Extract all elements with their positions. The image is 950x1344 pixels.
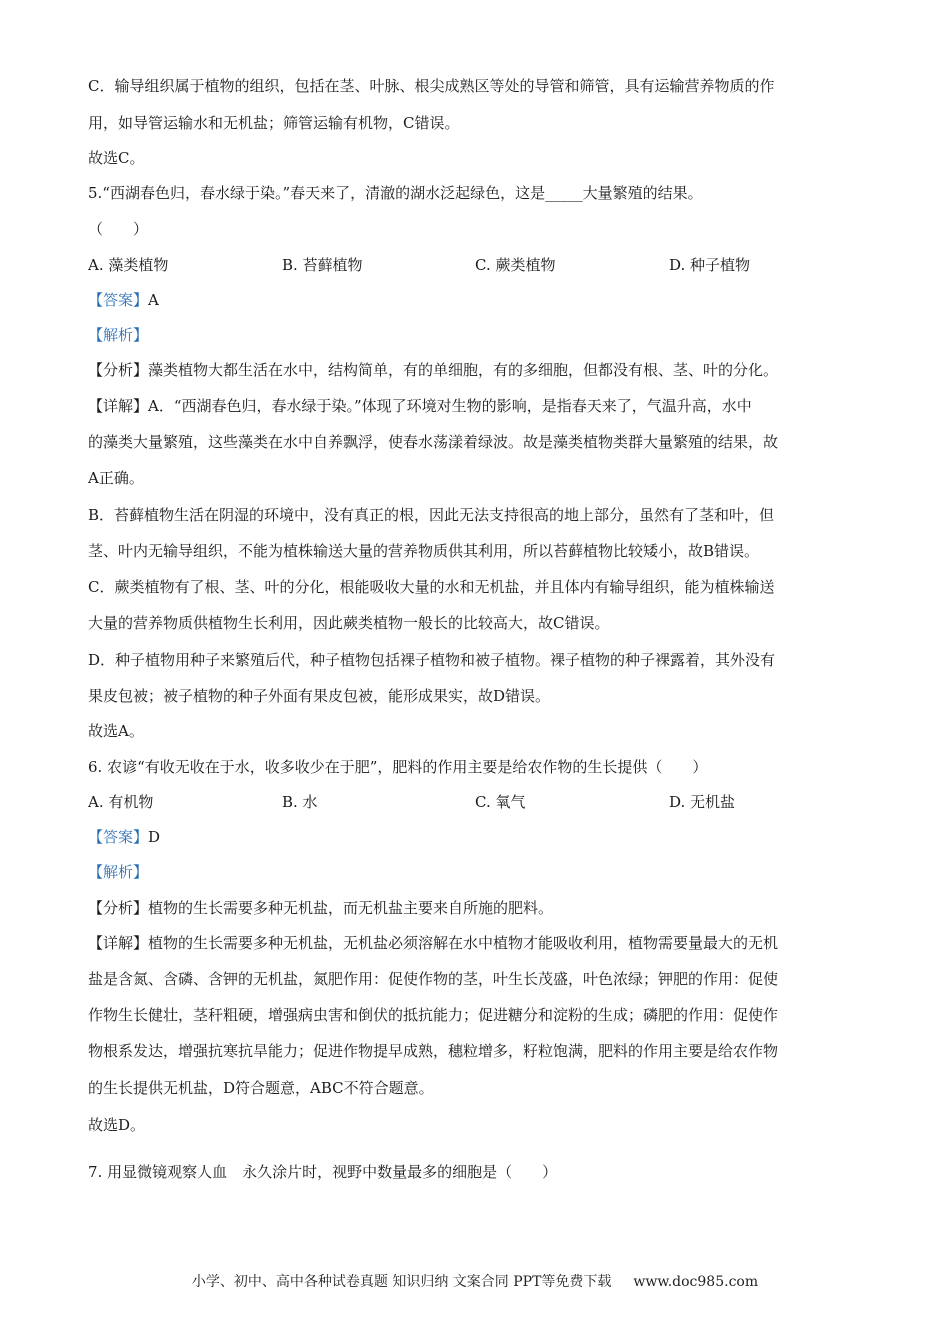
detail-tag: 【详解】 <box>88 934 149 952</box>
option-c: C. 蕨类植物 <box>475 256 556 274</box>
fenxi-tag: 【分析】 <box>88 361 149 379</box>
question-6-detail <box>88 933 778 953</box>
footer-text: 小学、初中、高中各种试卷真题 知识归纳 文案合同 PPT等免费下载 <box>191 1274 612 1290</box>
option-d: D. 无机盐 <box>669 793 736 811</box>
question-7-stem: 7. 用显微镜观察人血 永久涂片时，视野中数量最多的细胞是（ ） <box>88 1163 558 1181</box>
fenxi-tag: 【分析】 <box>88 899 149 917</box>
question-5-stem: 5.“西湖春色归，春水绿于染。”春天来了，清澈的湖水泛起绿色，这是_____大量繁殖的结果。 <box>88 184 703 202</box>
text-line: C．输导组织属于植物的组织，包括在茎、叶脉、根尖成熟区等处的导管和筛管，具有运输营养物质的作 <box>88 77 775 95</box>
question-6-fenxi <box>88 898 553 918</box>
analysis-tag: 【解析】 <box>88 326 149 344</box>
text-line: 故选C。 <box>88 149 145 167</box>
text-line: 盐是含氮、含磷、含钾的无机盐，氮肥作用：促使作物的茎，叶生长茂盛，叶色浓绿；钾肥的作用：促使 <box>88 970 779 988</box>
text-line: 用，如导管运输水和无机盐；筛管运输有机物，C错误。 <box>88 114 460 132</box>
question-5-detail <box>88 396 752 416</box>
text-line: 的生长提供无机盐，D符合题意，ABC不符合题意。 <box>88 1079 434 1097</box>
answer-value: D <box>148 828 161 846</box>
text-line: 故选A。 <box>88 722 144 740</box>
answer-tag: 【答案】 <box>88 828 149 846</box>
question-5-answer <box>88 290 159 310</box>
answer-value: A <box>148 291 159 309</box>
option-b: B. 苔藓植物 <box>282 256 363 274</box>
detail-text: A．“西湖春色归，春水绿于染。”体现了环境对生物的影响，是指春天来了，气温升高，水中 <box>148 397 752 415</box>
detail-text: 植物的生长需要多种无机盐，无机盐必须溶解在水中植物才能吸收利用，植物需要量最大的无机 <box>148 934 779 952</box>
question-6-answer <box>88 827 160 847</box>
analysis-tag: 【解析】 <box>88 863 149 881</box>
text-line: 的藻类大量繁殖，这些藻类在水中自养飘浮，使春水荡漾着绿波。故是藻类植物类群大量繁殖的结果，故 <box>88 433 779 451</box>
text-line: 大量的营养物质供植物生长利用，因此蕨类植物一般长的比较高大，故C错误。 <box>88 614 610 632</box>
fenxi-text: 藻类植物大都生活在水中，结构简单，有的单细胞，有的多细胞，但都没有根、茎、叶的分化。 <box>148 361 779 379</box>
text-line: 物根系发达，增强抗寒抗旱能力；促进作物提早成熟，穗粒增多，籽粒饱满，肥料的作用主要是给农作物 <box>88 1042 779 1060</box>
question-6-analysis-heading <box>88 862 148 882</box>
text-line: 果皮包被；被子植物的种子外面有果皮包被，能形成果实，故D错误。 <box>88 687 551 705</box>
text-line: D．种子植物用种子来繁殖后代，种子植物包括裸子植物和被子植物。裸子植物的种子裸露着，其外没有 <box>88 651 776 669</box>
text-line: B．苔藓植物生活在阴湿的环境中，没有真正的根，因此无法支持很高的地上部分，虽然有了茎和叶，但 <box>88 506 775 524</box>
question-5-analysis-heading <box>88 325 148 345</box>
text-line: 故选D。 <box>88 1116 146 1134</box>
text-line: C．蕨类植物有了根、茎、叶的分化，根能吸收大量的水和无机盐，并且体内有输导组织，能为植株输送 <box>88 578 775 596</box>
option-d: D. 种子植物 <box>669 256 751 274</box>
option-a: A. 藻类植物 <box>88 256 169 274</box>
text-line: 茎、叶内无输导组织，不能为植株输送大量的营养物质供其利用，所以苔藓植物比较矮小，故B错误。 <box>88 542 760 560</box>
footer-url: www.doc985.com <box>633 1274 759 1290</box>
question-5-fenxi <box>88 360 778 380</box>
fenxi-text: 植物的生长需要多种无机盐，而无机盐主要来自所施的肥料。 <box>148 899 554 917</box>
text-line: A正确。 <box>88 469 144 487</box>
detail-tag: 【详解】 <box>88 397 149 415</box>
option-b: B. 水 <box>282 793 318 811</box>
question-6-stem: 6. 农谚“有收无收在于水，收多收少在于肥”，肥料的作用主要是给农作物的生长提供（ ） <box>88 758 708 776</box>
answer-tag: 【答案】 <box>88 291 149 309</box>
page-footer <box>0 1271 950 1291</box>
question-5-bracket: （ ） <box>88 220 149 238</box>
option-a: A. 有机物 <box>88 793 154 811</box>
option-c: C. 氧气 <box>475 793 526 811</box>
text-line: 作物生长健壮，茎秆粗硬，增强病虫害和倒伏的抵抗能力；促进糖分和淀粉的生成；磷肥的作用：促使作 <box>88 1006 779 1024</box>
